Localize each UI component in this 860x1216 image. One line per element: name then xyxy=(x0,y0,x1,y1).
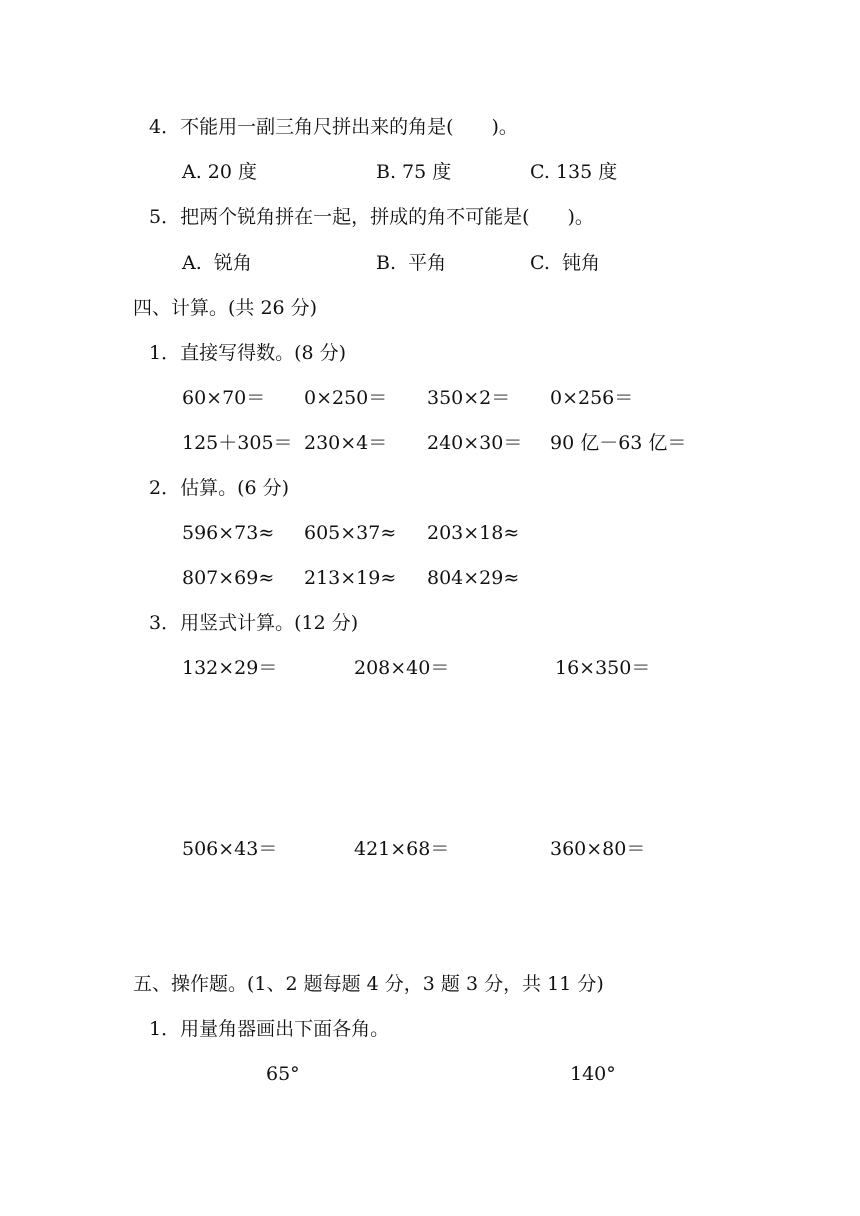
mental-math-item: 350×2＝ xyxy=(427,387,511,409)
vertical-calc-item: 360×80＝ xyxy=(550,838,646,860)
question-4-option-b[interactable]: B. 75 度 xyxy=(376,161,452,183)
section-5-title: 五、操作题。(1、2 题每题 4 分，3 题 3 分，共 11 分) xyxy=(133,973,604,995)
estimate-item: 605×37≈ xyxy=(304,522,397,544)
section-4-part-2-title: 2．估算。(6 分) xyxy=(149,477,290,499)
question-5-stem: 5．把两个锐角拼在一起，拼成的角不可能是( )。 xyxy=(149,206,594,228)
question-5-option-b[interactable]: B. 平角 xyxy=(376,252,447,274)
estimate-item: 203×18≈ xyxy=(427,522,520,544)
estimate-item: 596×73≈ xyxy=(182,522,275,544)
section-4-title: 四、计算。(共 26 分) xyxy=(133,297,318,319)
section-4-part-3-title: 3．用竖式计算。(12 分) xyxy=(149,612,359,634)
vertical-calc-item: 506×43＝ xyxy=(182,838,278,860)
question-4-stem: 4．不能用一副三角尺拼出来的角是( )。 xyxy=(149,116,518,138)
estimate-item: 804×29≈ xyxy=(427,567,520,589)
mental-math-item: 125＋305＝ xyxy=(182,432,293,454)
estimate-item: 213×19≈ xyxy=(304,567,397,589)
angle-label: 65° xyxy=(266,1063,300,1085)
vertical-calc-item: 132×29＝ xyxy=(182,657,278,679)
section-5-part-1-title: 1．用量角器画出下面各角。 xyxy=(149,1018,390,1040)
vertical-calc-item: 421×68＝ xyxy=(354,838,450,860)
mental-math-item: 240×30＝ xyxy=(427,432,523,454)
angle-label: 140° xyxy=(570,1063,616,1085)
question-5-option-a[interactable]: A. 锐角 xyxy=(182,252,252,274)
vertical-calc-item: 16×350＝ xyxy=(555,657,651,679)
mental-math-item: 0×250＝ xyxy=(304,387,388,409)
section-4-part-1-title: 1．直接写得数。(8 分) xyxy=(149,342,347,364)
vertical-calc-item: 208×40＝ xyxy=(354,657,450,679)
mental-math-item: 0×256＝ xyxy=(550,387,634,409)
estimate-item: 807×69≈ xyxy=(182,567,275,589)
question-4-option-c[interactable]: C. 135 度 xyxy=(530,161,618,183)
mental-math-item: 60×70＝ xyxy=(182,387,266,409)
mental-math-item: 90 亿－63 亿＝ xyxy=(550,432,687,454)
question-5-option-c[interactable]: C. 钝角 xyxy=(530,252,600,274)
mental-math-item: 230×4＝ xyxy=(304,432,388,454)
question-4-option-a[interactable]: A. 20 度 xyxy=(182,161,258,183)
